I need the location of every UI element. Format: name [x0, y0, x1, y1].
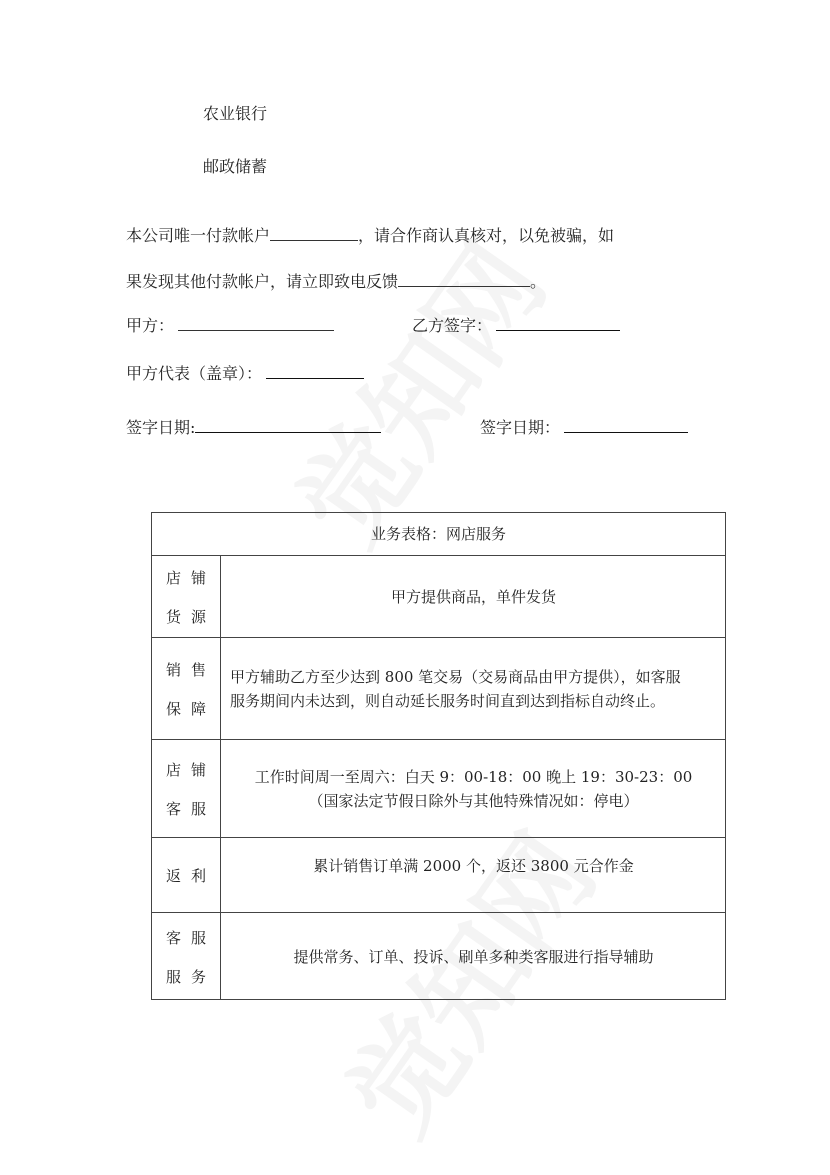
- row-label: [152, 838, 221, 913]
- label-part: 保障: [165, 700, 216, 718]
- content-line: 甲方提供商品，单件发货: [390, 588, 556, 606]
- label-part: 服务: [165, 967, 216, 986]
- sign-date-b-label: 签字日期：: [480, 418, 561, 437]
- content-line: 服务期间内未达到，则自动延长服务时间直到达到指标自动终止。: [230, 692, 666, 710]
- table-row: [152, 637, 725, 740]
- content-line: 工作时间周一至周六：白天 9：00-18：00 晚上 19：30-23：00: [254, 768, 693, 786]
- row-label: [152, 913, 221, 1000]
- sign-date-a-blank[interactable]: [195, 418, 381, 433]
- party-a-blank[interactable]: [178, 316, 334, 331]
- label-part: 客服: [165, 800, 216, 818]
- sign-date-a-label: 签字日期:: [126, 418, 196, 437]
- row-content: [222, 838, 725, 913]
- account-blank[interactable]: [270, 226, 358, 241]
- sign-date-a-field: [126, 418, 381, 438]
- notice-text: 本公司唯一付款帐户: [126, 226, 271, 245]
- notice-line-1: [126, 226, 614, 246]
- phone-blank[interactable]: [398, 272, 530, 287]
- party-b-sign-blank[interactable]: [496, 316, 620, 331]
- row-content: [222, 740, 725, 838]
- sign-date-b-blank[interactable]: [564, 418, 688, 433]
- notice-text: 果发现其他付款帐户，请立即致电反馈: [126, 272, 399, 291]
- table-row: [152, 837, 725, 913]
- party-a-rep-blank[interactable]: [266, 364, 364, 379]
- content-line: 累计销售订单满 2000 个，返还 3800 元合作金: [313, 857, 634, 875]
- row-content: [222, 913, 725, 1000]
- notice-text: ，请合作商认真核对，以免被骗，如: [358, 226, 615, 245]
- party-b-sign-label: 乙方签字：: [412, 316, 493, 335]
- notice-text: 。: [530, 272, 547, 291]
- notice-line-2: [126, 272, 546, 292]
- table-title: 业务表格：网店服务: [370, 525, 506, 543]
- sign-date-b-field: [480, 418, 688, 438]
- bank-name: 农业银行: [203, 104, 268, 123]
- table-row: [152, 912, 725, 1000]
- label-part: 返利: [165, 867, 216, 885]
- row-content: [222, 638, 725, 740]
- service-table: [151, 512, 726, 1000]
- label-part: 货源: [165, 608, 216, 626]
- label-part: 店铺: [165, 761, 216, 779]
- row-label: [152, 638, 221, 740]
- content-line: （国家法定节假日除外与其他特殊情况如：停电）: [308, 792, 639, 810]
- row-label: [152, 556, 221, 638]
- party-a-label: 甲方：: [126, 316, 175, 335]
- table-row: [152, 739, 725, 838]
- content-line: 甲方辅助乙方至少达到 800 笔交易（交易商品由甲方提供），如客服: [230, 668, 681, 686]
- party-a-rep-field: [126, 364, 364, 384]
- label-part: 店铺: [165, 569, 216, 587]
- table-row: [152, 555, 725, 638]
- row-label: [152, 740, 221, 838]
- label-part: 销售: [165, 661, 216, 679]
- bank-name: 邮政储蓄: [203, 157, 268, 176]
- party-a-field: [126, 316, 334, 336]
- party-a-rep-label: 甲方代表（盖章）：: [126, 364, 263, 383]
- label-part: 客服: [165, 928, 216, 947]
- row-content: [222, 556, 725, 638]
- content-line: 提供常务、订单、投诉、刷单多种类客服进行指导辅助: [293, 947, 654, 966]
- party-b-sign-field: [412, 316, 620, 336]
